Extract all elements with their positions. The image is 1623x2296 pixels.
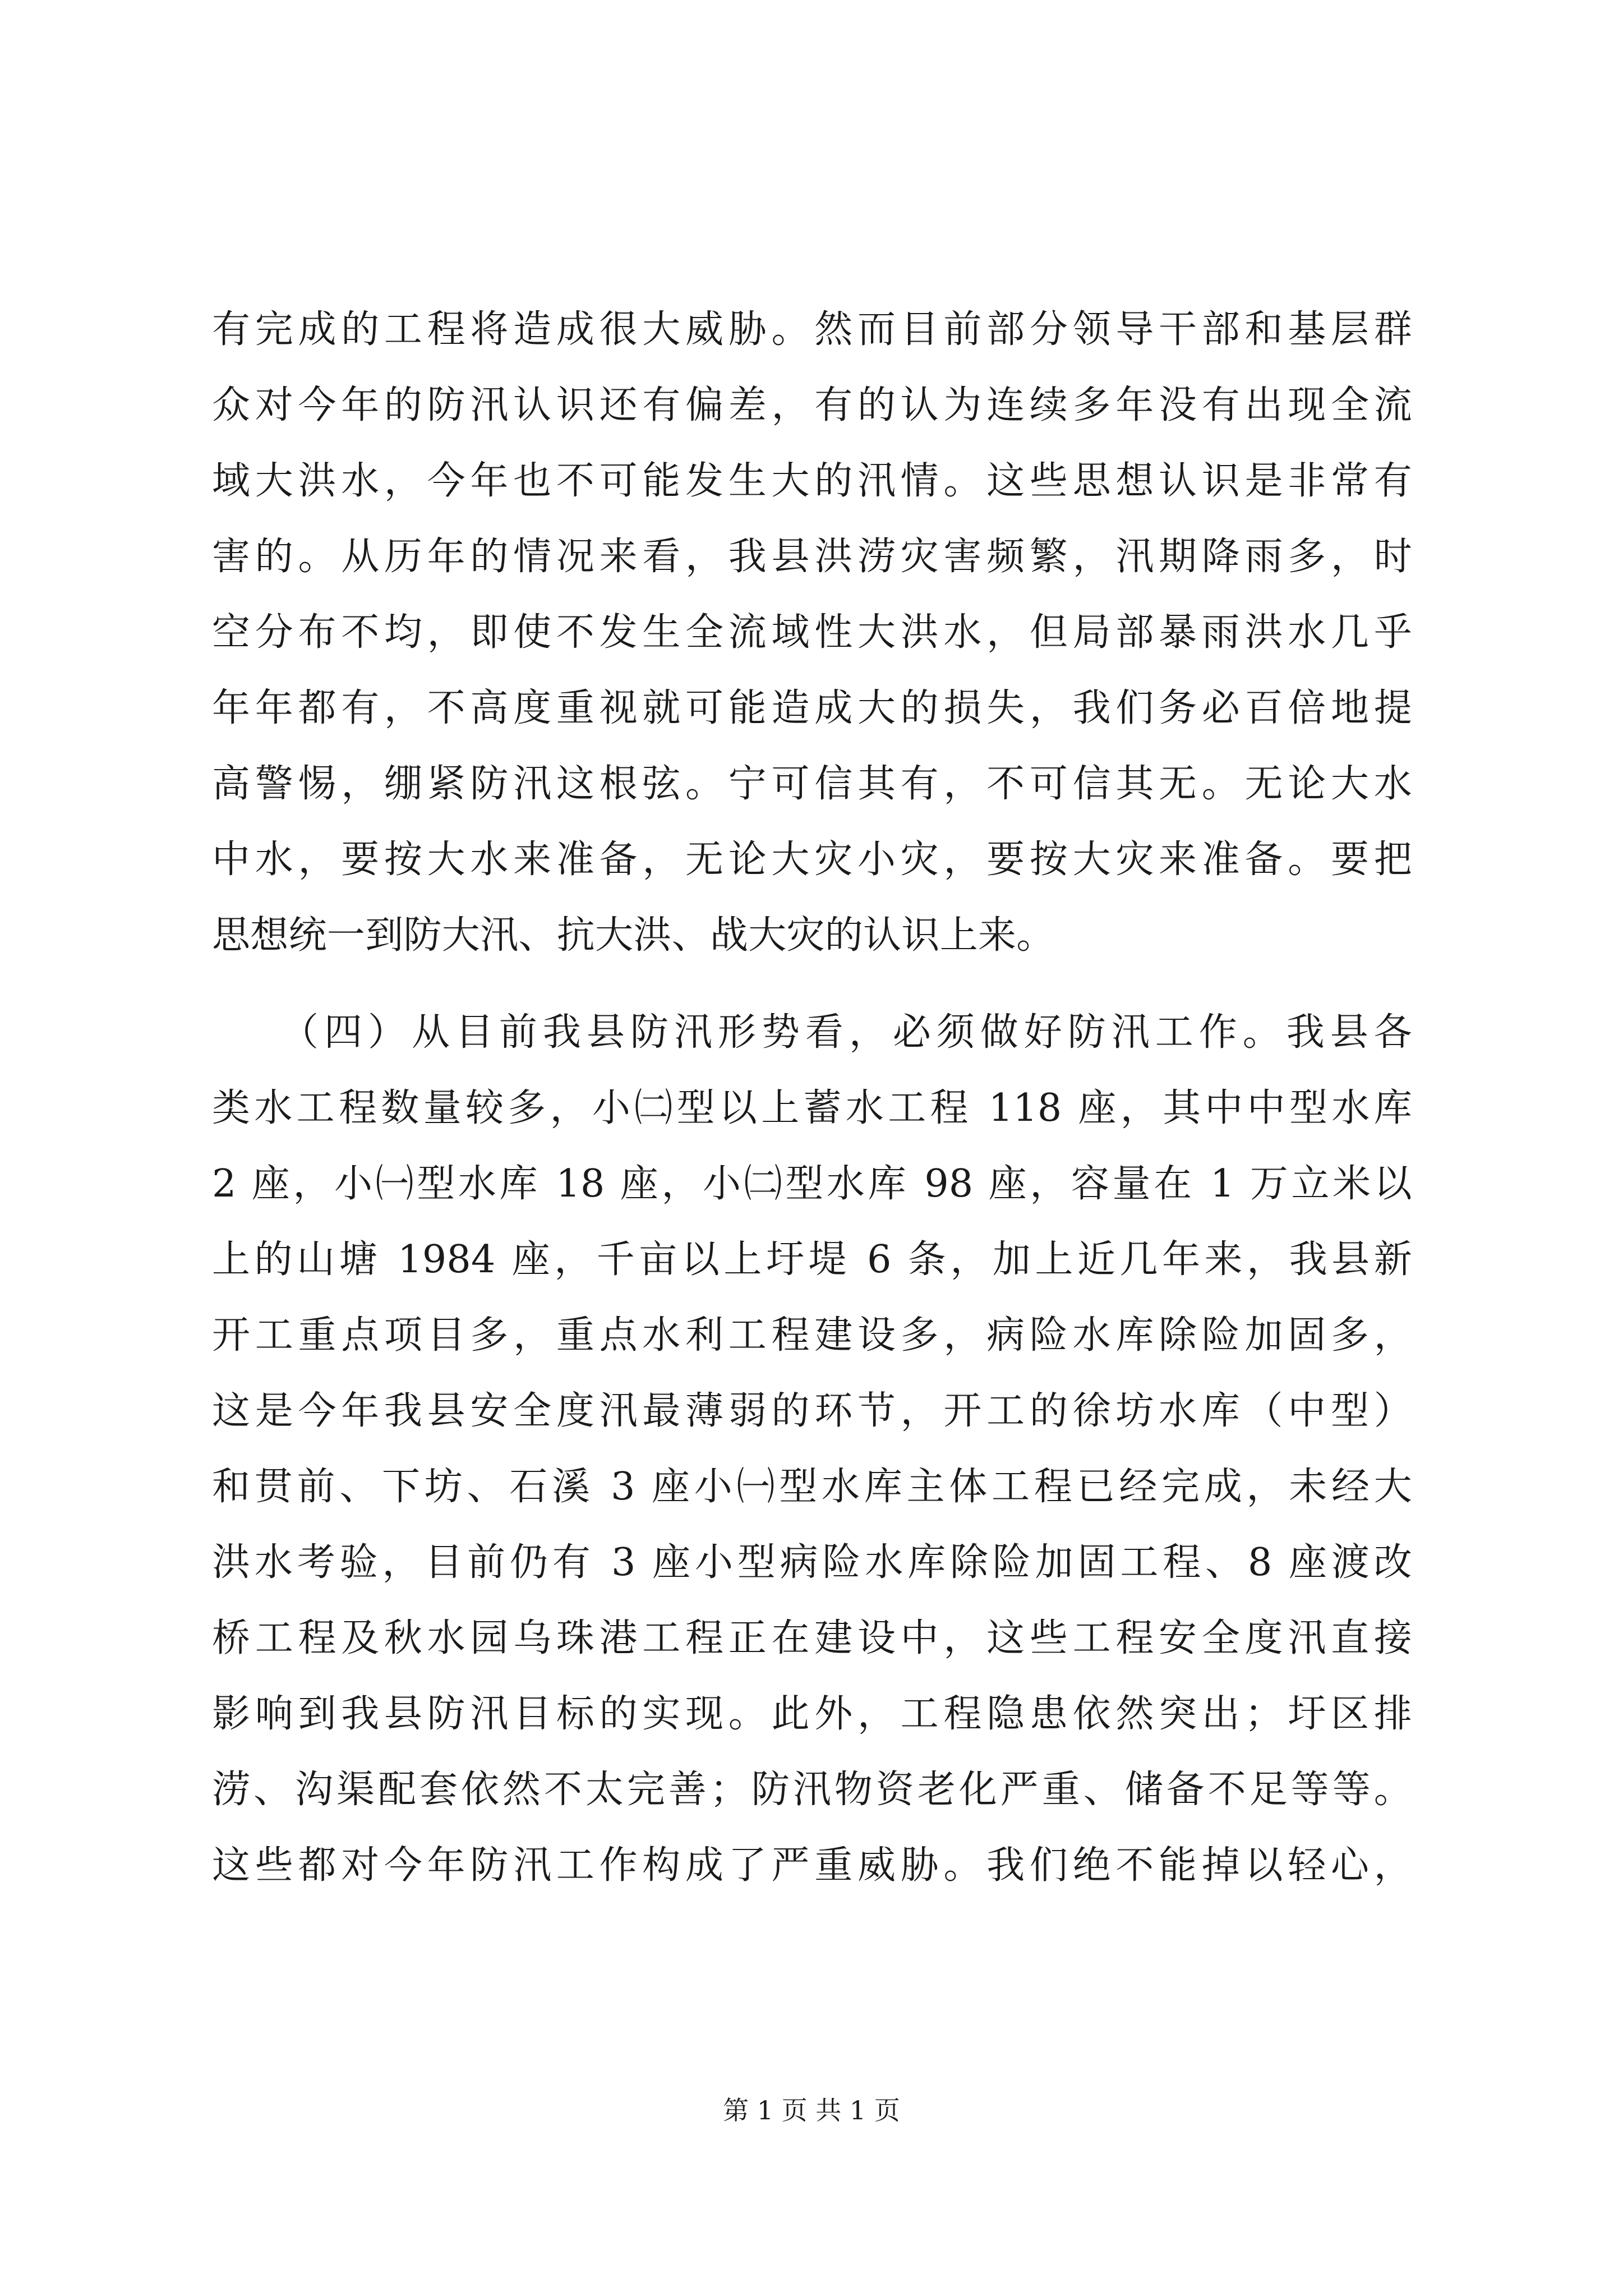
text-line: 中水，要按大水来准备，无论大灾小灾，要按大灾来准备。要把: [212, 838, 1412, 882]
text-line: 这是今年我县安全度汛最薄弱的环节，开工的徐坊水库（中型）: [212, 1389, 1412, 1433]
text-line: 2 座，小㈠型水库 18 座，小㈡型水库 98 座，容量在 1 万立米以: [212, 1162, 1412, 1206]
text-line: 年年都有，不高度重视就可能造成大的损失，我们务必百倍地提: [212, 686, 1412, 730]
text-line: 涝、沟渠配套依然不太完善；防汛物资老化严重、储备不足等等。: [212, 1768, 1412, 1812]
paragraph-2: [212, 995, 1412, 1903]
text-line: 影响到我县防汛目标的实现。此外，工程隐患依然突出；圩区排: [212, 1692, 1412, 1736]
text-line: 众对今年的防汛认识还有偏差，有的认为连续多年没有出现全流: [212, 383, 1412, 427]
text-line: 类水工程数量较多，小㈡型以上蓄水工程 118 座，其中中型水库: [212, 1086, 1412, 1130]
text-line: 和贯前、下坊、石溪 3 座小㈠型水库主体工程已经完成，未经大: [212, 1465, 1412, 1509]
body-text: [212, 292, 1412, 1903]
paragraph-1: [212, 292, 1412, 973]
paragraph-gap: [212, 973, 1412, 995]
text-line: 空分布不均，即使不发生全流域性大洪水，但局部暴雨洪水几乎: [212, 610, 1412, 655]
text-line: 思想统一到防大汛、抗大洪、战大灾的认识上来。: [212, 913, 1055, 958]
text-line: 桥工程及秋水园乌珠港工程正在建设中，这些工程安全度汛直接: [212, 1616, 1412, 1660]
text-line: （四）从目前我县防汛形势看，必须做好防汛工作。我县各: [212, 1010, 1412, 1055]
page-footer: [0, 2093, 1623, 2127]
text-line: 域大洪水，今年也不可能发生大的汛情。这些思想认识是非常有: [212, 459, 1412, 503]
page-number-label: 第 1 页 共 1 页: [723, 2095, 900, 2125]
text-line: 害的。从历年的情况来看，我县洪涝灾害频繁，汛期降雨多，时: [212, 535, 1412, 579]
text-line: 开工重点项目多，重点水利工程建设多，病险水库除险加固多，: [212, 1313, 1412, 1358]
text-line: 这些都对今年防汛工作构成了严重威胁。我们绝不能掉以轻心，: [212, 1843, 1412, 1888]
text-line: 有完成的工程将造成很大威胁。然而目前部分领导干部和基层群: [212, 307, 1412, 352]
text-line: 上的山塘 1984 座，千亩以上圩堤 6 条，加上近几年来，我县新: [212, 1237, 1412, 1282]
text-line: 高警惕，绷紧防汛这根弦。宁可信其有，不可信其无。无论大水: [212, 762, 1412, 806]
text-line: 洪水考验，目前仍有 3 座小型病险水库除险加固工程、8 座渡改: [212, 1540, 1412, 1585]
